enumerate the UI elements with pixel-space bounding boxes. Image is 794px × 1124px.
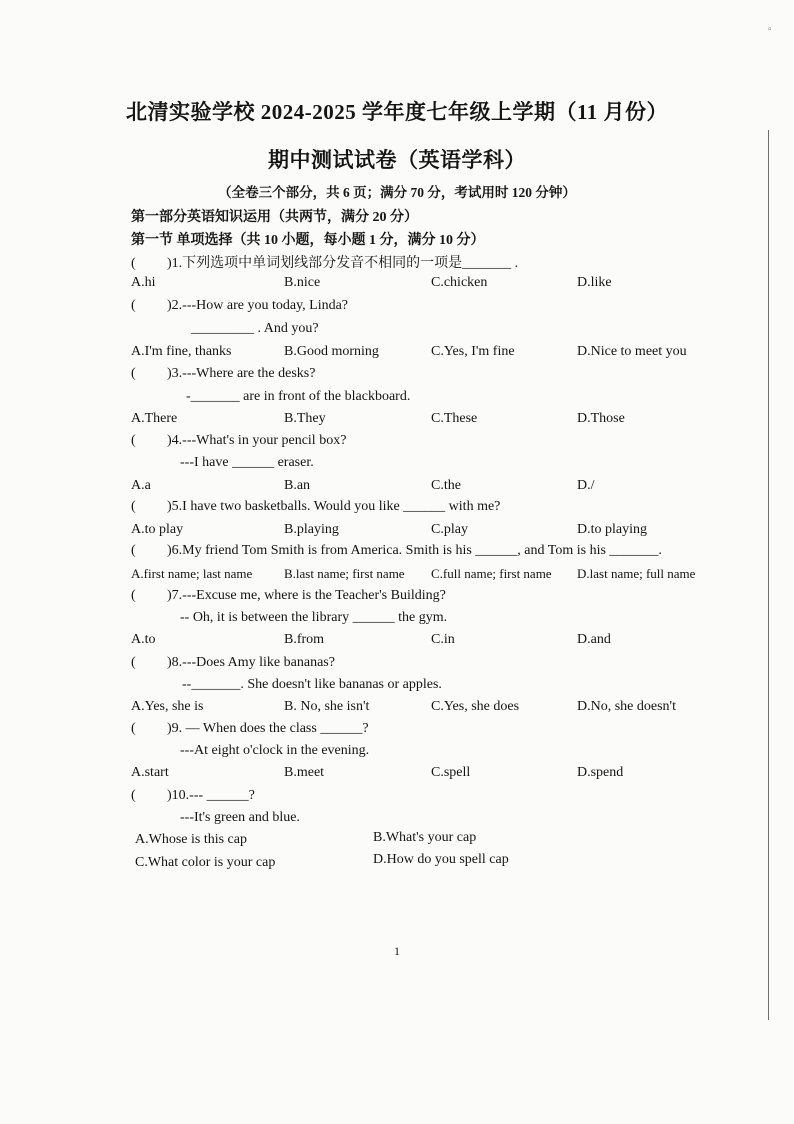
q6-option-b: B.last name; first name	[284, 566, 405, 581]
answer-bracket: (	[131, 543, 136, 558]
q3-option-a: A.There	[131, 411, 178, 426]
question-1-text: )1.下列选项中单词划线部分发音不相同的一项是_______ .	[167, 256, 519, 271]
q1-option-d: D.like	[577, 275, 612, 290]
question-7-sub: -- Oh, it is between the library ______ the gym.	[180, 610, 448, 625]
question-8	[131, 655, 335, 671]
q6-option-d: D.last name; full name	[577, 566, 696, 581]
q10-option-a: A.Whose is this cap	[135, 832, 247, 847]
q2-option-c: C.Yes, I'm fine	[431, 344, 515, 359]
answer-bracket: (	[131, 588, 136, 603]
answer-bracket: (	[131, 655, 136, 670]
question-2-text: )2.---How are you today, Linda?	[167, 298, 349, 313]
question-10	[131, 788, 255, 804]
question-7	[131, 588, 446, 604]
q5-option-c: C.play	[431, 522, 468, 537]
question-9	[131, 721, 369, 737]
q2-option-b: B.Good morning	[284, 344, 379, 359]
answer-bracket: (	[131, 721, 136, 736]
question-3-text: )3.---Where are the desks?	[167, 366, 316, 381]
question-6	[131, 543, 662, 559]
q8-option-c: C.Yes, she does	[431, 699, 520, 714]
question-8-text: )8.---Does Amy like bananas?	[167, 655, 335, 670]
q10-option-d: D.How do you spell cap	[373, 852, 509, 867]
answer-bracket: (	[131, 499, 136, 514]
question-2	[131, 298, 348, 314]
scan-corner-mark: ▫	[768, 24, 772, 35]
q5-option-b: B.playing	[284, 522, 339, 537]
question-3	[131, 366, 315, 382]
q7-option-c: C.in	[431, 632, 455, 647]
question-8-sub: --_______. She doesn't like bananas or apples.	[182, 677, 442, 692]
question-6-text: )6.My friend Tom Smith is from America. Smith is his ______, and Tom is his _______.	[167, 543, 662, 558]
q1-option-b: B.nice	[284, 275, 321, 290]
q1-option-a: A.hi	[131, 275, 156, 290]
question-5-text: )5.I have two basketballs. Would you like ______ with me?	[167, 499, 501, 514]
exam-subtitle: （全卷三个部分，共 6 页；满分 70 分，考试用时 120 分钟）	[218, 185, 576, 200]
answer-bracket: (	[131, 433, 136, 448]
q3-option-c: C.These	[431, 411, 478, 426]
q3-option-b: B.They	[284, 411, 326, 426]
q10-option-c: C.What color is your cap	[135, 855, 276, 870]
q2-option-d: D.Nice to meet you	[577, 344, 687, 359]
q6-option-c: C.full name; first name	[431, 566, 552, 581]
q4-option-d: D./	[577, 478, 595, 493]
question-9-sub: ---At eight o'clock in the evening.	[180, 743, 370, 758]
q7-option-d: D.and	[577, 632, 611, 647]
question-1	[131, 252, 518, 272]
q9-option-c: C.spell	[431, 765, 471, 780]
q8-option-a: A.Yes, she is	[131, 699, 204, 714]
q1-option-c: C.chicken	[431, 275, 488, 290]
q9-option-a: A.start	[131, 765, 169, 780]
page-number: 1	[394, 944, 400, 958]
answer-bracket: (	[131, 256, 136, 271]
q2-option-a: A.I'm fine, thanks	[131, 344, 232, 359]
q3-option-d: D.Those	[577, 411, 625, 426]
exam-title-line1: 北清实验学校 2024-2025 学年度七年级上学期（11 月份）	[125, 100, 669, 124]
question-4-sub: ---I have ______ eraser.	[180, 455, 314, 470]
part1-heading: 第一部分英语知识运用（共两节，满分 20 分）	[131, 210, 418, 225]
question-9-text: )9. — When does the class ______?	[167, 721, 369, 736]
answer-bracket: (	[131, 788, 136, 803]
question-7-text: )7.---Excuse me, where is the Teacher's Building?	[167, 588, 446, 603]
section1-heading: 第一节 单项选择（共 10 小题，每小题 1 分，满分 10 分）	[131, 233, 485, 248]
question-4-text: )4.---What's in your pencil box?	[167, 433, 347, 448]
q9-option-b: B.meet	[284, 765, 325, 780]
q6-option-a: A.first name; last name	[131, 566, 253, 581]
q8-option-d: D.No, she doesn't	[577, 699, 676, 714]
q4-option-b: B.an	[284, 478, 311, 493]
q5-option-d: D.to playing	[577, 522, 647, 537]
question-3-sub: -_______ are in front of the blackboard.	[186, 389, 411, 404]
q10-option-b: B.What's your cap	[373, 830, 477, 845]
question-2-sub: _________ . And you?	[191, 321, 319, 336]
answer-bracket: (	[131, 366, 136, 381]
q4-option-a: A.a	[131, 478, 151, 493]
q7-option-a: A.to	[131, 632, 156, 647]
q5-option-a: A.to play	[131, 522, 184, 537]
answer-bracket: (	[131, 298, 136, 313]
question-4	[131, 433, 346, 449]
question-5	[131, 499, 500, 515]
exam-title-line2: 期中测试试卷（英语学科）	[268, 148, 526, 172]
q7-option-b: B.from	[284, 632, 325, 647]
q8-option-b: B. No, she isn't	[284, 699, 370, 714]
q9-option-d: D.spend	[577, 765, 624, 780]
question-10-text: )10.--- ______?	[167, 788, 255, 803]
question-10-sub: ---It's green and blue.	[180, 810, 300, 825]
scan-edge-line	[768, 130, 769, 1020]
q4-option-c: C.the	[431, 478, 461, 493]
